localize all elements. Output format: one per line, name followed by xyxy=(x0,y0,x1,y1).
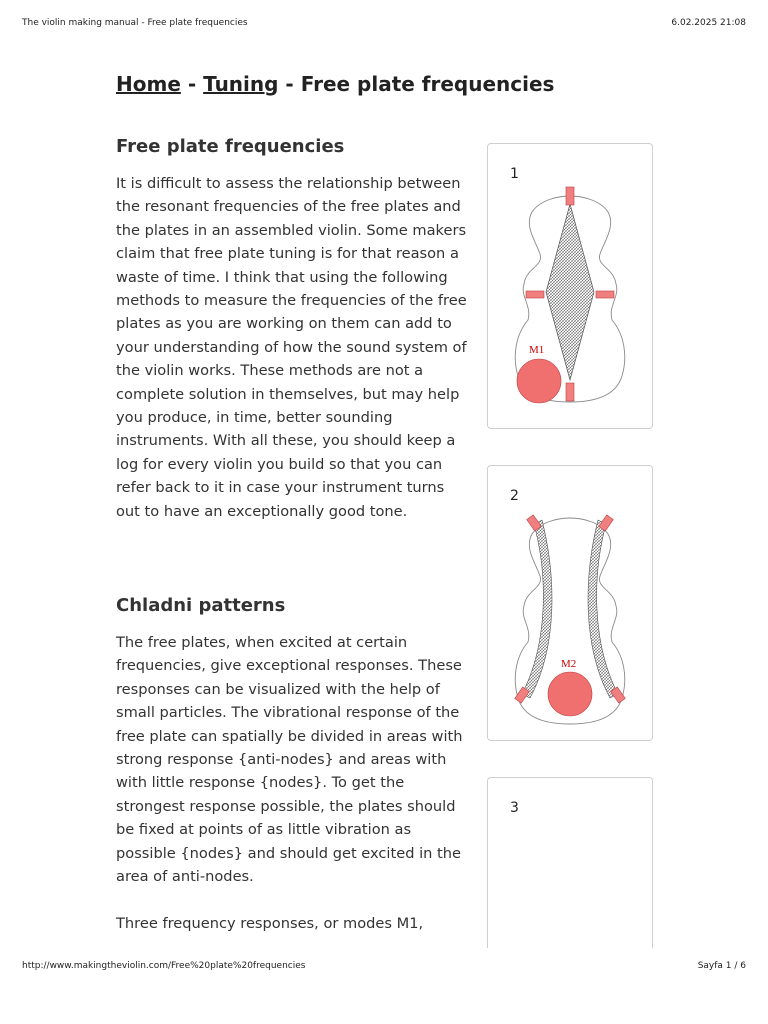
support-block-left xyxy=(526,291,544,298)
figure-2-number: 2 xyxy=(510,488,519,504)
figure-mode-3 xyxy=(487,777,653,948)
figure-3-number: 3 xyxy=(510,800,519,816)
support-block-right xyxy=(596,291,614,298)
support-block-top xyxy=(566,187,574,205)
modes-paragraph: Three frequency responses, or modes M1, xyxy=(116,915,424,932)
print-footer xyxy=(22,961,746,975)
print-header xyxy=(22,18,746,32)
breadcrumb-tuning-link[interactable]: Tuning xyxy=(203,72,279,96)
figure-1-number: 1 xyxy=(510,166,519,182)
mode-1-label: M1 xyxy=(529,344,545,356)
mode-1-node-pattern xyxy=(546,204,594,380)
mode-2-label: M2 xyxy=(561,658,577,670)
mode-1-excitation-circle xyxy=(517,359,561,403)
breadcrumb-current: - Free plate frequencies xyxy=(278,72,555,96)
section-heading-free-plate-frequencies: Free plate frequencies xyxy=(116,136,345,157)
print-footer-page-number: Sayfa 1 / 6 xyxy=(697,961,746,971)
mode-2-node-band-right xyxy=(588,520,618,698)
figure-mode-1 xyxy=(487,143,653,429)
intro-paragraph: It is difficult to assess the relationship between the resonant frequencies of the free plates and the plates in an assembled violin. Some makers claim that free plate tuning is for that reason a waste of time. I think that using the following methods to measure the frequencies of the free plates as you are working on them can add to your understanding of how the sound system of the violin works. These methods are not a complete solution in themselves, but may help you produce, in time, better sounding instruments. With all these, you should keep a log for every violin you build so that you can refer back to it in case your instrument turns out to have an exceptionally good tone. xyxy=(116,175,467,520)
violin-mode-1-diagram xyxy=(488,144,652,428)
support-block-bottom xyxy=(566,383,574,401)
chladni-paragraph: The free plates, when excited at certain frequencies, give exceptional responses. These responses can be visualized with the help of small particles. The vibrational response of the free plate can spatially be divided in areas with strong response {anti-nodes} and areas with with little response {nodes}. To get the strongest response possible, the plates should be fixed at points of as little vibration as possible {nodes} and should get excited in the area of anti-nodes. xyxy=(116,634,463,886)
section-heading-chladni-patterns: Chladni patterns xyxy=(116,595,286,616)
mode-2-excitation-circle xyxy=(548,672,592,716)
print-header-title: The violin making manual - Free plate frequencies xyxy=(22,18,248,28)
breadcrumb-home-link[interactable]: Home xyxy=(116,72,181,96)
figure-mode-2 xyxy=(487,465,653,741)
violin-mode-2-diagram xyxy=(488,466,652,740)
print-header-datetime: 6.02.2025 21:08 xyxy=(671,18,746,28)
breadcrumb xyxy=(116,72,554,96)
print-footer-url: http://www.makingtheviolin.com/Free%20plate%20frequencies xyxy=(22,961,306,971)
mode-2-node-band-left xyxy=(522,520,552,698)
breadcrumb-separator: - xyxy=(180,72,204,96)
